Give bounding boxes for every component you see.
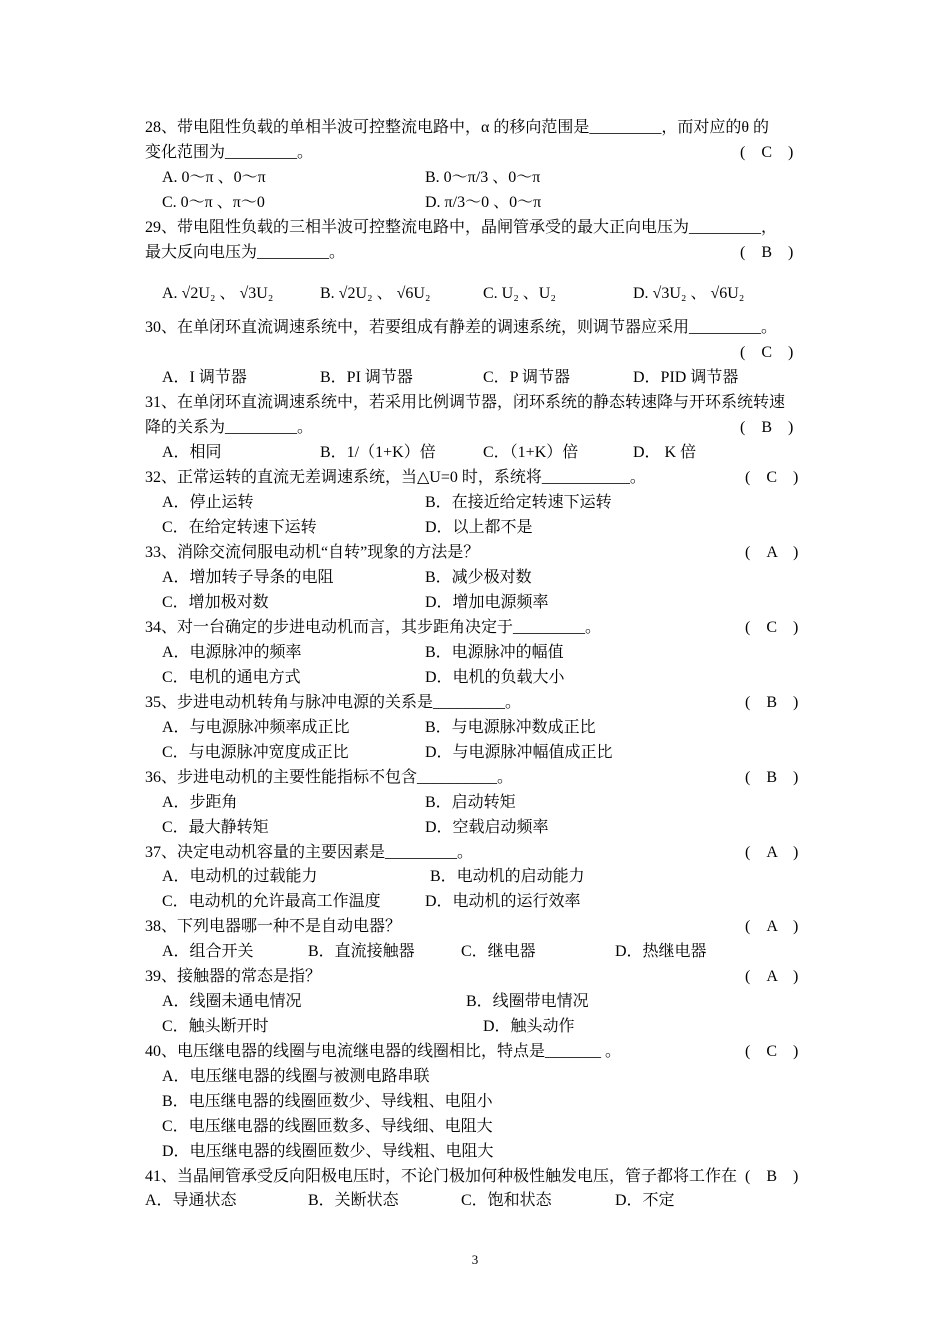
question-35-option-a: A．与电源脉冲频率成正比 — [162, 719, 350, 736]
question-30-option-c: C．P 调节器 — [483, 369, 570, 386]
question-37-option-c: C．电动机的允许最高工作温度 — [162, 893, 381, 910]
question-41-line-1: 41、当晶闸管承受反向阳极电压时，不论门极加何种极性触发电压，管子都将工作在 — [145, 1168, 738, 1185]
question-32-option-a: A．停止运转 — [162, 494, 254, 511]
question-34-option-a: A．电源脉冲的频率 — [162, 644, 302, 661]
question-37-option-a: A．电动机的过载能力 — [162, 868, 318, 885]
question-36-option-c: C．最大静转矩 — [162, 819, 269, 836]
question-36-option-a: A．步距角 — [162, 794, 238, 811]
question-29-option-c: C. U₂ 、U₂ — [483, 285, 556, 302]
question-29-line-1: 29、带电阻性负载的三相半波可控整流电路中，晶闸管承受的最大正向电压为_________， — [145, 219, 778, 236]
question-40-line-1: 40、电压继电器的线圈与电流继电器的线圈相比，特点是_______ 。 — [145, 1043, 622, 1060]
question-32-option-d: D．以上都不是 — [425, 519, 533, 536]
question-30-option-d: D．PID 调节器 — [633, 369, 739, 386]
question-41-option-a: A．导通状态 — [145, 1192, 237, 1209]
question-35-answer: ( B ) — [745, 694, 799, 711]
question-29-answer: ( B ) — [740, 244, 794, 261]
question-39-line-1: 39、接触器的常态是指？ — [145, 968, 322, 985]
question-39-option-a: A．线圈未通电情况 — [162, 993, 302, 1010]
question-39-answer: ( A ) — [745, 968, 799, 985]
question-40-option-b: B．电压继电器的线圈匝数少、导线粗、电阻小 — [162, 1093, 493, 1110]
question-41-option-d: D．不定 — [615, 1192, 675, 1209]
question-29-line-2: 最大反向电压为_________。 — [145, 244, 346, 261]
question-28-option-b: B. 0～π/3 、0～π — [425, 169, 541, 186]
question-29-option-a: A. √2U₂ 、 √3U₂ — [162, 285, 274, 302]
question-41-option-c: C．饱和状态 — [461, 1192, 552, 1209]
question-41-option-b: B．关断状态 — [308, 1192, 399, 1209]
question-28-option-a: A. 0～π 、0～π — [162, 169, 266, 186]
question-33-line-1: 33、消除交流伺服电动机“自转”现象的方法是？ — [145, 544, 480, 561]
question-32-line-1: 32、正常运转的直流无差调速系统，当△U=0 时，系统将___________。 — [145, 469, 646, 486]
question-41-answer: ( B ) — [745, 1168, 799, 1185]
question-32-option-c: C．在给定转速下运转 — [162, 519, 317, 536]
question-29-option-b: B. √2U₂ 、 √6U₂ — [320, 285, 431, 302]
question-30-option-b: B．PI 调节器 — [320, 369, 413, 386]
question-40-option-a: A．电压继电器的线圈与被测电路串联 — [162, 1068, 430, 1085]
question-40-option-d: D．电压继电器的线圈匝数少、导线粗、电阻大 — [162, 1143, 494, 1160]
question-28-answer: ( C ) — [740, 144, 794, 161]
question-28-line-1: 28、带电阻性负载的单相半波可控整流电路中，α 的移向范围是_________，而对应的θ 的 — [145, 119, 770, 136]
question-38-line-1: 38、下列电器哪一种不是自动电器？ — [145, 918, 402, 935]
question-34-answer: ( C ) — [745, 619, 799, 636]
question-31-option-c: C．（1+K）倍 — [483, 444, 579, 461]
question-38-option-c: C．继电器 — [461, 943, 536, 960]
question-31-option-d: D． K 倍 — [633, 444, 697, 461]
question-39-option-c: C．触头断开时 — [162, 1018, 269, 1035]
question-40-option-c: C．电压继电器的线圈匝数多、导线细、电阻大 — [162, 1118, 493, 1135]
page-number: 3 — [471, 1252, 479, 1267]
question-33-answer: ( A ) — [745, 544, 799, 561]
question-31-line-2: 降的关系为_________。 — [145, 419, 314, 436]
question-37-option-b: B．电动机的启动能力 — [430, 868, 585, 885]
question-31-line-1: 31、在单闭环直流调速系统中，若采用比例调节器，闭环系统的静态转速降与开环系统转速 — [145, 394, 786, 411]
question-35-option-b: B．与电源脉冲数成正比 — [425, 719, 596, 736]
question-39-option-b: B．线圈带电情况 — [466, 993, 589, 1010]
question-36-answer: ( B ) — [745, 769, 799, 786]
question-38-option-d: D．热继电器 — [615, 943, 707, 960]
question-37-option-d: D．电动机的运行效率 — [425, 893, 581, 910]
question-33-option-a: A．增加转子导条的电阻 — [162, 569, 334, 586]
question-35-option-d: D．与电源脉冲幅值成正比 — [425, 744, 613, 761]
question-28-option-d: D. π/3～0 、0～π — [425, 194, 542, 211]
question-28-line-2: 变化范围为_________。 — [145, 144, 314, 161]
question-30-option-a: A．I 调节器 — [162, 369, 247, 386]
question-29-option-d: D. √3U₂ 、 √6U₂ — [633, 285, 745, 302]
question-38-answer: ( A ) — [745, 918, 799, 935]
question-34-option-b: B．电源脉冲的幅值 — [425, 644, 564, 661]
question-32-option-b: B．在接近给定转速下运转 — [425, 494, 612, 511]
question-30-line-1: 30、在单闭环直流调速系统中，若要组成有静差的调速系统，则调节器应采用_________。 — [145, 319, 778, 336]
question-38-option-a: A．组合开关 — [162, 943, 254, 960]
question-36-option-b: B．启动转矩 — [425, 794, 516, 811]
question-33-option-b: B．减少极对数 — [425, 569, 532, 586]
question-31-answer: ( B ) — [740, 419, 794, 436]
question-34-option-d: D．电机的负载大小 — [425, 669, 565, 686]
question-36-line-1: 36、步进电动机的主要性能指标不包含__________。 — [145, 769, 514, 786]
question-31-option-a: A．相同 — [162, 444, 222, 461]
question-37-answer: ( A ) — [745, 844, 799, 861]
question-33-option-c: C．增加极对数 — [162, 594, 269, 611]
question-30-answer: ( C ) — [740, 344, 794, 361]
question-38-option-b: B．直流接触器 — [308, 943, 415, 960]
question-39-option-d: D．触头动作 — [483, 1018, 575, 1035]
question-37-line-1: 37、决定电动机容量的主要因素是_________。 — [145, 844, 474, 861]
question-35-option-c: C．与电源脉冲宽度成正比 — [162, 744, 349, 761]
question-40-answer: ( C ) — [745, 1043, 799, 1060]
question-35-line-1: 35、步进电动机转角与脉冲电源的关系是_________。 — [145, 694, 522, 711]
question-34-option-c: C．电机的通电方式 — [162, 669, 301, 686]
question-33-option-d: D．增加电源频率 — [425, 594, 549, 611]
question-36-option-d: D．空载启动频率 — [425, 819, 549, 836]
question-34-line-1: 34、对一台确定的步进电动机而言，其步距角决定于_________。 — [145, 619, 602, 636]
question-28-option-c: C. 0～π 、π～0 — [162, 194, 265, 211]
question-31-option-b: B．1/（1+K）倍 — [320, 444, 436, 461]
question-32-answer: ( C ) — [745, 469, 799, 486]
